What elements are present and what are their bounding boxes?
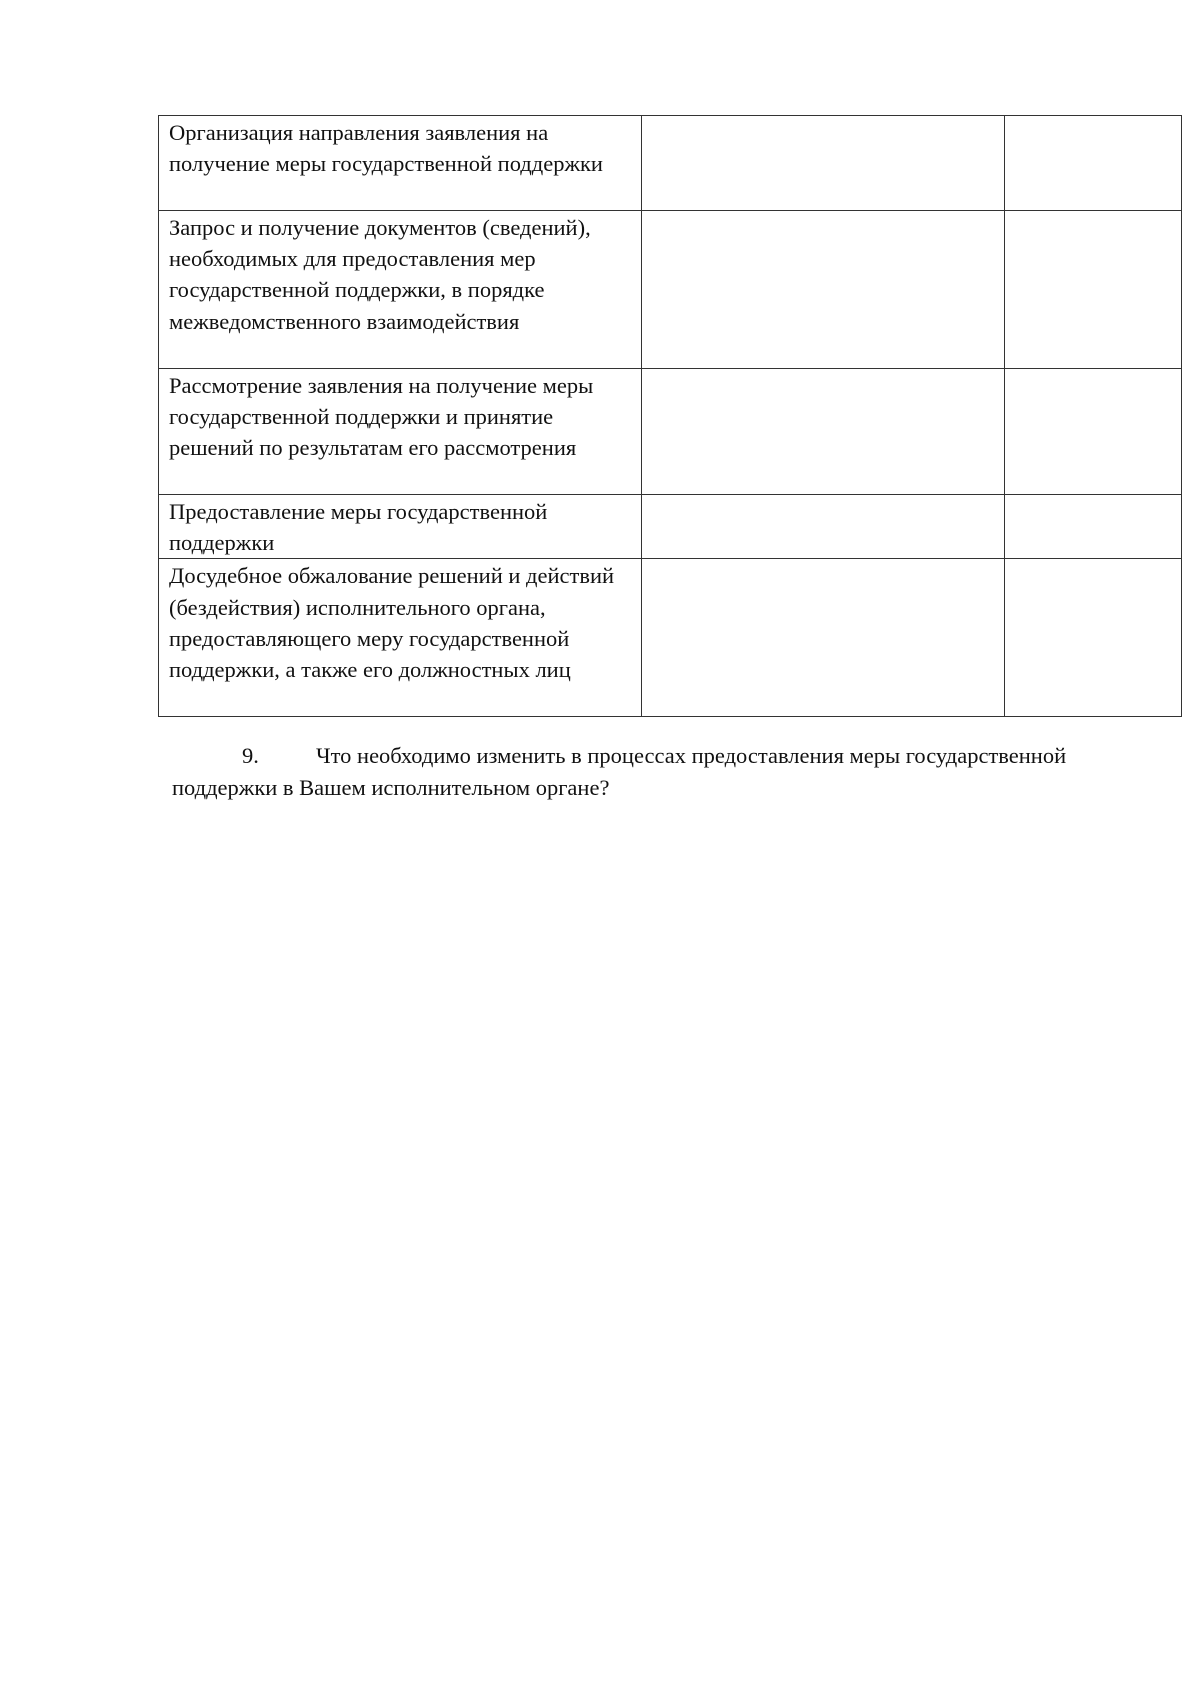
question-paragraph: [172, 740, 1118, 803]
table-row: [159, 559, 1182, 717]
answer-cell[interactable]: [642, 211, 1005, 369]
answer-cell[interactable]: [642, 495, 1005, 559]
table-row: [159, 495, 1182, 559]
process-stages-table: [158, 115, 1182, 717]
answer-cell[interactable]: [1005, 495, 1182, 559]
stage-text: Досудебное обжалование решений и действий (бездействия) исполнительного органа, предоставляющего меру государственной поддержки, а также его должностных лиц: [169, 563, 615, 683]
answer-cell[interactable]: [1005, 369, 1182, 495]
stage-cell: [159, 211, 642, 369]
table-row: [159, 211, 1182, 369]
table-row: [159, 116, 1182, 211]
answer-cell[interactable]: [642, 369, 1005, 495]
table-row: [159, 369, 1182, 495]
stage-cell: [159, 559, 642, 717]
answer-cell[interactable]: [1005, 559, 1182, 717]
stage-text: Предоставление меры государственной поддержки: [169, 499, 548, 556]
answer-cell[interactable]: [1005, 211, 1182, 369]
stage-cell: [159, 116, 642, 211]
question-text-line2: поддержки в Вашем исполнительном органе?: [172, 774, 610, 800]
answer-cell[interactable]: [642, 116, 1005, 211]
question-text-line1: Что необходимо изменить в процессах предоставления меры государственной: [316, 743, 1067, 768]
question-first-line: [172, 740, 1118, 772]
stage-text: Запрос и получение документов (сведений), необходимых для предоставления мер государственной поддержки, в порядке межведомственного взаимодействия: [169, 215, 591, 334]
stage-text: Рассмотрение заявления на получение меры государственной поддержки и принятие решений по результатам его рассмотрения: [169, 373, 594, 461]
answer-cell[interactable]: [642, 559, 1005, 717]
stage-cell: [159, 369, 642, 495]
question-number: 9.: [242, 743, 259, 768]
stage-cell: [159, 495, 642, 559]
stage-text: Организация направления заявления на получение меры государственной поддержки: [169, 120, 603, 177]
answer-cell[interactable]: [1005, 116, 1182, 211]
